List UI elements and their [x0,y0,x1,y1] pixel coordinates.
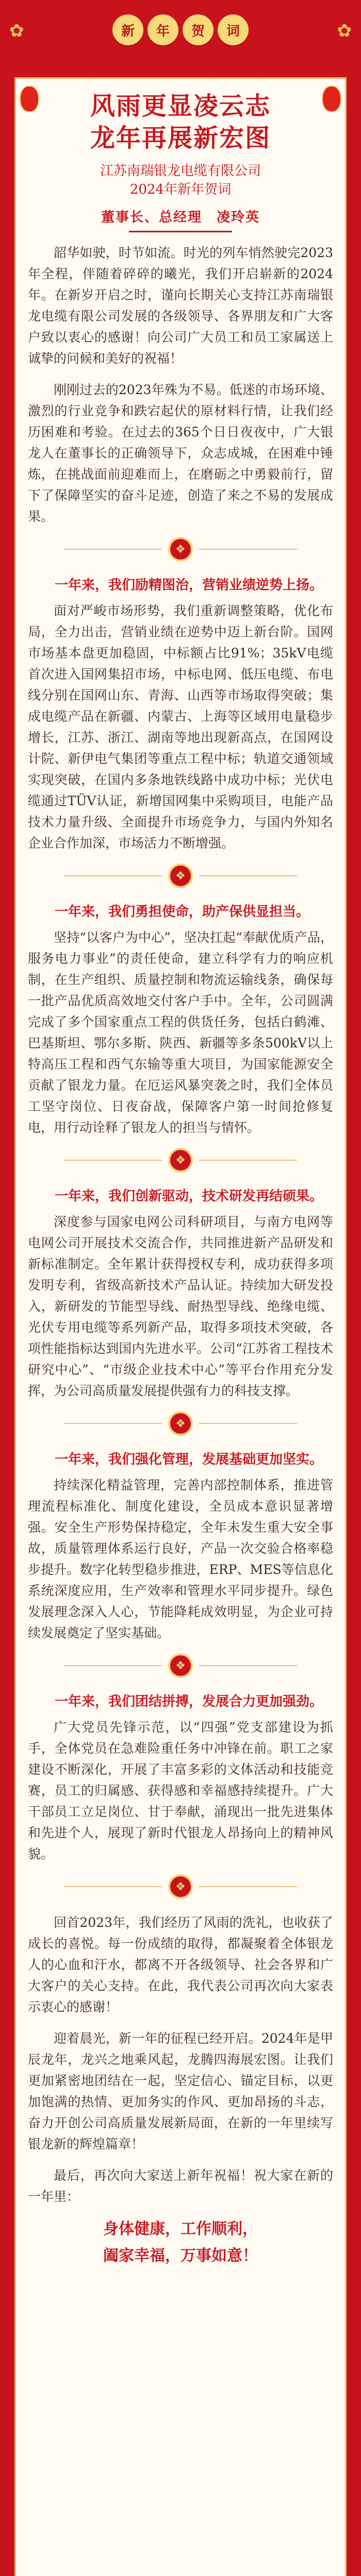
header-badge: 贺 [183,14,214,45]
divider-line [64,1886,162,1887]
divider-line [199,1886,297,1887]
paragraph-outlook: 迎着晨光，新一年的征程已经开启。2024年是甲辰龙年，龙兴之地乘风起，龙腾四海展宏图。让我们更加紧密地团结在一起，坚定信心、锚定目标，以更加饱满的热情、更加务实的作风、更加昂扬的斗志，奋力开创公司高质量发展新局面，在新的一年里续写银龙新的辉煌篇章！ [28,2031,333,2151]
chinese-knot-icon: ❖ [170,1150,191,1171]
section-body-sales: 面对严峻市场形势，我们重新调整策略，优化布局，全力出击，营销业绩在逆势中迈上新台阶。国网市场基本盘更加稳固，中标额占比91%；35kV电缆首次进入国网集招市场，中标电网、低压电缆、布电线分别在国网山东、青海、山西等市场取得突破；集成电缆产品在新疆、内蒙古、上海等区域用电量稳步增长，江苏、浙江、湖南等地出现新高点，在国网设计院、新伊电气集团等重点工程中标；轨道交通领域实现突破，在国内多条地铁线路中成功中标；光伏电缆通过TÜV认证，新增国网集中采购项目，电能产品技术力量升级、全面提升市场竞争力，与国内外知名企业合作加深，市场活力不断增强。 [28,603,333,851]
section-divider [28,1875,333,1899]
section-body-management: 持续深化精益管理，完善内部控制体系，推进管理流程标准化、制度化建设，全员成本意识显著增强。安全生产形势保持稳定，全年未发生重大安全事故，质量管理体系运行良好，产品一次交验合格率稳步提升。数字化转型稳步推进，ERP、MES等信息化系统深度应用，生产效率和管理水平同步提升。绿色发展理念深入人心，节能降耗成效明显，为企业可持续发展奠定了坚实基础。 [28,1478,333,1640]
chinese-knot-icon: ❖ [170,866,191,886]
greeting-subtitle: 2024年新年贺词 [129,182,232,197]
divider-line [199,1160,297,1161]
section-body-teamwork: 广大党员先锋示范，以“四强”党支部建设为抓手，全体党员在急难险重任务中冲锋在前。职工之家建设不断深化，开展了丰富多彩的文体活动和技能竞赛，员工的归属感、获得感和幸福感持续提升。广大干部员工立足岗位、甘于奉献，涌现出一批先进集体和先进个人，展现了新时代银龙人昂扬向上的精神风貌。 [28,1720,333,1861]
title-underline [129,231,232,232]
company-name: 江苏南瑞银龙电缆有限公司 [100,163,261,179]
title-block [31,90,330,232]
paragraph-closing: 最后，再次向大家送上新年祝福！祝大家在新的一年里： [28,2168,333,2204]
divider-line [64,875,162,876]
letter-body [28,242,333,2268]
header-band [0,0,361,77]
section-title-teamwork: 一年来，我们团结拼搏，发展合力更加强劲。 [55,1694,323,1709]
divider-line [64,1665,162,1666]
header-badge: 新 [112,14,143,45]
paragraph-intro-2: 刚刚过去的2023年殊为不易。低迷的市场环境、激烈的行业竞争和跌宕起伏的原材料行情，让我们经历困难和考验。在过去的365个日日夜夜中，广大银龙人在董事长的正确领导下，众志成城，在困难中锤炼，在挑战面前迎难而上，在磨砺之中勇毅前行，留下了保障坚实的奋斗足迹，创造了来之不易的发展成果。 [28,382,333,524]
chinese-knot-icon: ❖ [170,1876,191,1897]
section-title-innovation: 一年来，我们创新驱动，技术研发再结硕果。 [55,1189,323,1204]
section-divider [28,1148,333,1172]
flower-ornament-icon: ✿ [9,21,24,41]
header-badge: 年 [147,14,178,45]
section-title-management: 一年来，我们强化管理，发展基础更加坚实。 [55,1452,323,1467]
divider-line [199,549,297,550]
paragraph-review: 回首2023年，我们经历了风雨的洗礼，也收获了成长的喜悦。每一份成绩的取得，都凝聚着全体银龙人的心血和汗水，都离不开各级领导、社会各界和广大客户的关心支持。在此，我代表公司再次向大家表示衷心的感谢！ [28,1915,333,2014]
paragraph-intro-1: 韶华如驶，时节如流。时光的列车悄然驶完2023年全程，伴随着碎碎的曦光，我们开启崭新的2024年。在新岁开启之时，谨向长期关心支持江苏南瑞银龙电缆有限公司发展的各级领导、各界朋友和广大客户致以衷心的感谢！向公司广大员工和员工家属送上诚挚的问候和美好的祝福！ [28,245,333,366]
chinese-knot-icon: ❖ [170,1655,191,1676]
divider-line [199,1423,297,1424]
divider-line [199,875,297,876]
section-title-supply: 一年来，我们勇担使命，助产保供显担当。 [55,904,310,920]
section-body-supply: 坚持“以客户为中心”，坚决扛起“奉献优质产品，服务电力事业”的责任使命，建立科学有力的响应机制，在生产组织、质量控制和物流运输线条，确保每一批产品优质高效地交付客户手中。全年，公司圆满完成了多个国家重点工程的供货任务，包括白鹤滩、巴基斯坦、鄂尔多斯、陕西、新疆等多条500kV以上特高压工程和西气东输等重大项目，为国家能源安全贡献了银龙力量。在厄运风暴突袭之时，我们全体员工坚守岗位、日夜奋战，保障客户第一时间抢修复电，用行动诠释了银龙人的担当与情怀。 [28,930,333,1135]
chinese-knot-icon: ❖ [170,1413,191,1434]
section-title-sales: 一年来，我们励精图治，营销业绩逆势上扬。 [55,578,323,593]
divider-line [64,1160,162,1161]
page-title-line1: 风雨更显凌云志 [90,92,271,121]
section-body-innovation: 深度参与国家电网公司科研项目，与南方电网等电网公司开展技术交流合作，共同推进新产品研发和新标准制定。全年累计获得授权专利，成功获得多项发明专利，省级高新技术产品认证。持续加大研发投入，新研发的节能型导线、耐热型导线、绝缘电缆、光伏专用电缆等系列新产品，取得多项技术突破，各项性能指标达到国内先进水平。公司“江苏省工程技术研究中心”、“市级企业技术中心”等平台作用充分发挥，为公司高质量发展提供强有力的科技支撑。 [28,1214,333,1398]
divider-line [64,1423,162,1424]
header-badge: 词 [218,14,249,45]
header-badges [0,14,361,45]
divider-line [64,549,162,550]
page-title-line2: 龙年再展新宏图 [90,124,271,152]
section-divider [28,1412,333,1435]
section-divider [28,864,333,888]
section-divider [28,1654,333,1677]
flower-ornament-icon: ✿ [337,21,352,41]
wish-line-2: 阖家幸福，万事如意！ [103,2247,258,2265]
signers-line: 董事长、总经理 凌玲英 [101,210,260,225]
divider-line [199,1665,297,1666]
section-divider [28,537,333,561]
wish-line-1: 身体健康，工作顺利， [103,2220,258,2238]
chinese-knot-icon: ❖ [170,539,191,560]
